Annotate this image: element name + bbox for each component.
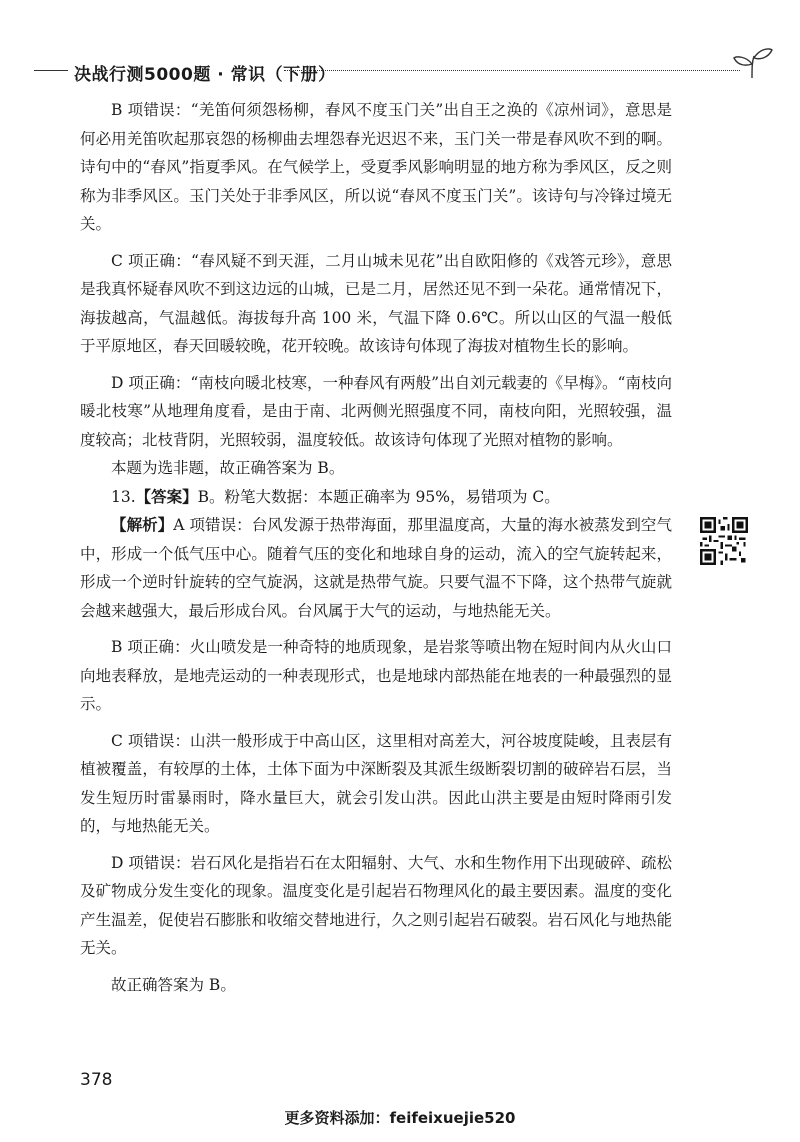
option-c-analysis: C 项正确：“春风疑不到天涯，二月山城未见花”出自欧阳修的《戏答元珍》，意思是我真怀疑春风吹不到这边远的山城，已是二月，居然还见不到一朵花。通常情况下，海拔越高，气温越低。海拔每升高 100 米，气温下降 0.6℃。所以山区的气温一般低于平原地区，春天回暖较晚，花开较晚。故该诗句体现了海拔对植物生长的影响。 (80, 251, 672, 355)
page-number: 378 (80, 1070, 113, 1090)
sprout-leaf-icon (730, 44, 774, 80)
option-c-analysis-q13: C 项错误：山洪一般形成于中高山区，这里相对高差大，河谷坡度陡峻，且表层有植被覆盖，有较厚的土体，土体下面为中深断裂及其派生级断裂切割的破碎岩石层，当发生短历时雷暴雨时，降水量巨大，就会引发山洪。因此山洪主要是由短时降雨引发的，与地热能无关。 (80, 731, 672, 835)
option-b-analysis-q13: B 项正确：火山喷发是一种奇特的地质现象，是岩浆等喷出物在短时间内从火山口向地表释放，是地壳运动的一种表现形式，也是地球内部热能在地表的一种最强烈的显示。 (80, 638, 672, 713)
option-a-analysis: A 项错误：台风发源于热带海面，那里温度高，大量的海水被蒸发到空气中，形成一个低气压中心。随着气压的变化和地球自身的运动，流入的空气旋转起来，形成一个逆时针旋转的空气旋涡，这就是热带气旋。只要气温不下降，这个热带气旋就会越来越强大，最后形成台风。台风属于大气的运动，与地热能无关。 (80, 516, 672, 620)
option-d-analysis: D 项正确：“南枝向暖北枝寒，一种春风有两般”出自刘元载妻的《早梅》。“南枝向暖北枝寒”从地理角度看，是由于南、北两侧光照强度不同，南枝向阳，光照较强，温度较高；北枝背阴，光照较弱，温度较低。故该诗句体现了光照对植物的影响。 (80, 373, 672, 449)
book-title: 决战行测5000题 · 常识（下册） (74, 65, 336, 85)
analysis-label: 【解析】 (111, 516, 174, 534)
header-rule-right (284, 70, 740, 71)
running-header (0, 40, 800, 85)
qr-code-icon[interactable] (700, 517, 748, 565)
option-b-analysis: B 项错误：“羌笛何须怨杨柳，春风不度玉门关”出自王之涣的《凉州词》，意思是何必用羌笛吹起那哀怨的杨柳曲去埋怨春光迟迟不来，玉门关一带是春风吹不到的啊。诗句中的“春风”指夏季风。在气候学上，受夏季风影响明显的地方称为季风区，反之则称为非季风区。玉门关处于非季风区，所以说“春风不度玉门关”。该诗句与冷锋过境无关。 (80, 101, 672, 233)
answer-q13 (80, 483, 672, 512)
question-number: 13. (111, 487, 136, 506)
conclusion-q13: 故正确答案为 B。 (111, 975, 236, 994)
footer-contact-note: 更多资料添加：feifeixuejie520 (284, 1109, 516, 1127)
conclusion-q12: 本题为选非题，故正确答案为 B。 (111, 459, 345, 477)
answer-label: 【答案】 (135, 487, 198, 506)
analysis-q13 (80, 511, 672, 625)
header-rule-left (34, 70, 68, 71)
page-body (80, 96, 672, 999)
option-d-analysis-q13: D 项错误：岩石风化是指岩石在太阳辐射、大气、水和生物作用下出现破碎、疏松及矿物成分发生变化的现象。温度变化是引起岩石物理风化的最主要因素。温度的变化产生温差，促使岩石膨胀和收缩交替地进行，久之则引起岩石破裂。岩石风化与地热能无关。 (80, 853, 672, 957)
answer-text: B。粉笔大数据：本题正确率为 95%，易错项为 C。 (197, 487, 560, 506)
